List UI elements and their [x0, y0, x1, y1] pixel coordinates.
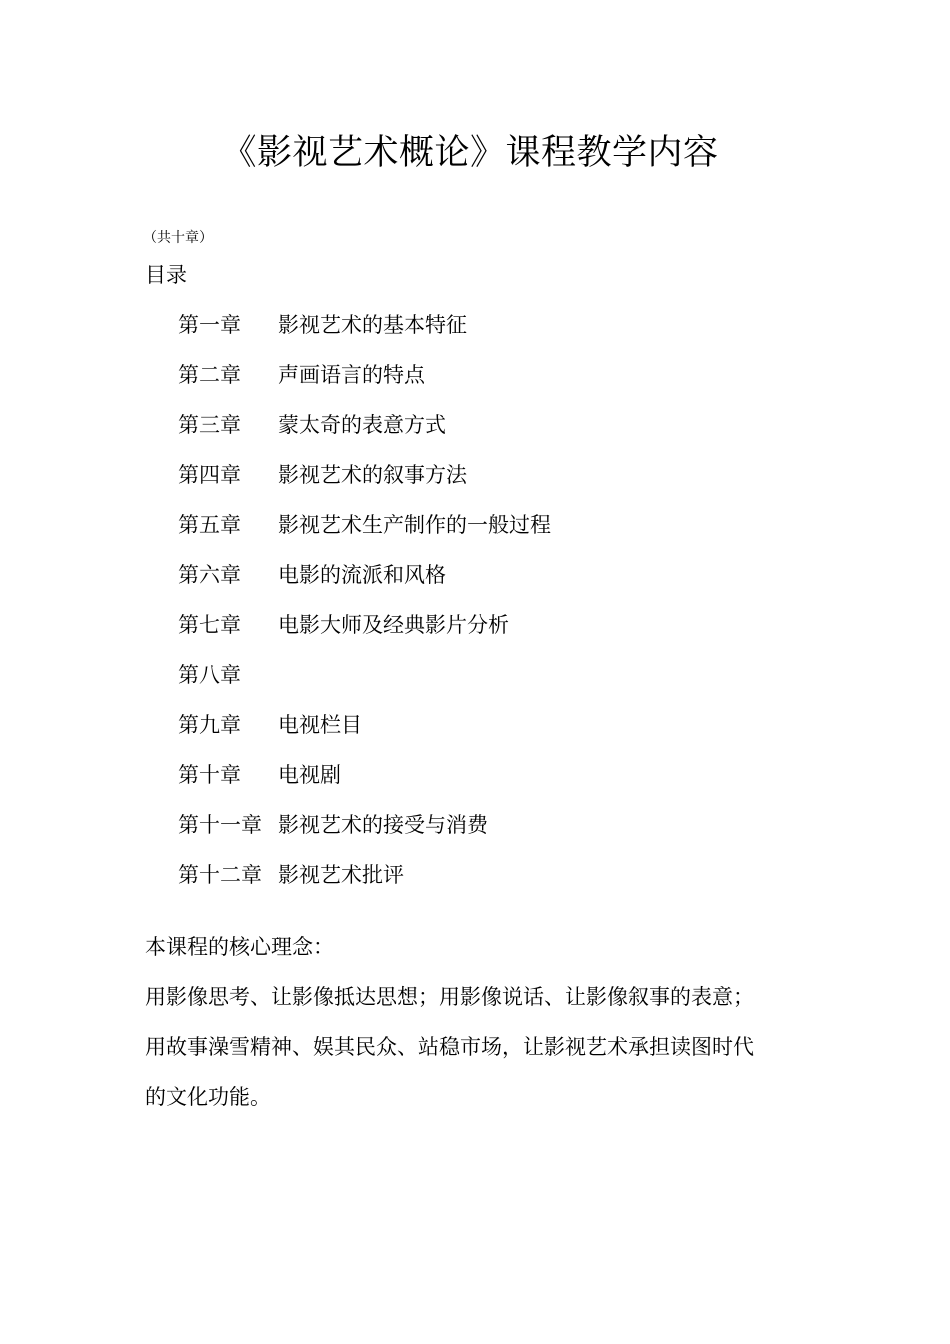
chapter-title: 影视艺术批评	[278, 863, 404, 887]
toc-item-8	[178, 660, 551, 710]
chapter-number: 第十二章	[178, 863, 262, 887]
chapter-count-note: （共十章）	[143, 230, 213, 246]
chapter-number: 第五章	[178, 513, 241, 537]
toc-item-11	[178, 810, 551, 860]
toc-item-4	[178, 460, 551, 510]
core-concept-line: 用故事澡雪精神、娱其民众、站稳市场，让影视艺术承担读图时代	[145, 1035, 754, 1059]
toc-item-2	[178, 360, 551, 410]
chapter-title: 影视艺术的接受与消费	[278, 813, 488, 837]
toc-item-7	[178, 610, 551, 660]
page-title: 《影视艺术概论》课程教学内容	[221, 133, 719, 173]
chapter-title: 蒙太奇的表意方式	[278, 413, 446, 437]
core-concept-line: 用影像思考、让影像抵达思想；用影像说话、让影像叙事的表意；	[145, 985, 754, 1009]
chapter-title: 声画语言的特点	[278, 363, 425, 387]
toc-item-6	[178, 560, 551, 610]
chapter-number: 第六章	[178, 563, 241, 587]
chapter-title: 电视栏目	[278, 713, 362, 737]
toc-item-1	[178, 310, 551, 360]
chapter-title: 影视艺术的基本特征	[278, 313, 467, 337]
chapter-title: 电影大师及经典影片分析	[278, 613, 509, 637]
chapter-title: 影视艺术生产制作的一般过程	[278, 513, 551, 537]
core-concept-section	[145, 932, 825, 1132]
chapter-number: 第三章	[178, 413, 241, 437]
core-concept-heading: 本课程的核心理念：	[145, 935, 334, 959]
table-of-contents	[178, 310, 551, 910]
chapter-title: 电视剧	[278, 763, 341, 787]
chapter-number: 第七章	[178, 613, 241, 637]
chapter-number: 第十一章	[178, 813, 262, 837]
toc-item-5	[178, 510, 551, 560]
toc-item-10	[178, 760, 551, 810]
chapter-number: 第四章	[178, 463, 241, 487]
toc-item-3	[178, 410, 551, 460]
chapter-title: 电影的流派和风格	[278, 563, 446, 587]
toc-item-12	[178, 860, 551, 910]
chapter-number: 第八章	[178, 663, 241, 687]
chapter-number: 第十章	[178, 763, 241, 787]
chapter-number: 第一章	[178, 313, 241, 337]
chapter-number: 第九章	[178, 713, 241, 737]
toc-item-9	[178, 710, 551, 760]
chapter-title: 影视艺术的叙事方法	[278, 463, 467, 487]
toc-heading: 目录	[145, 263, 187, 287]
core-concept-line: 的文化功能。	[145, 1085, 271, 1109]
chapter-number: 第二章	[178, 363, 241, 387]
